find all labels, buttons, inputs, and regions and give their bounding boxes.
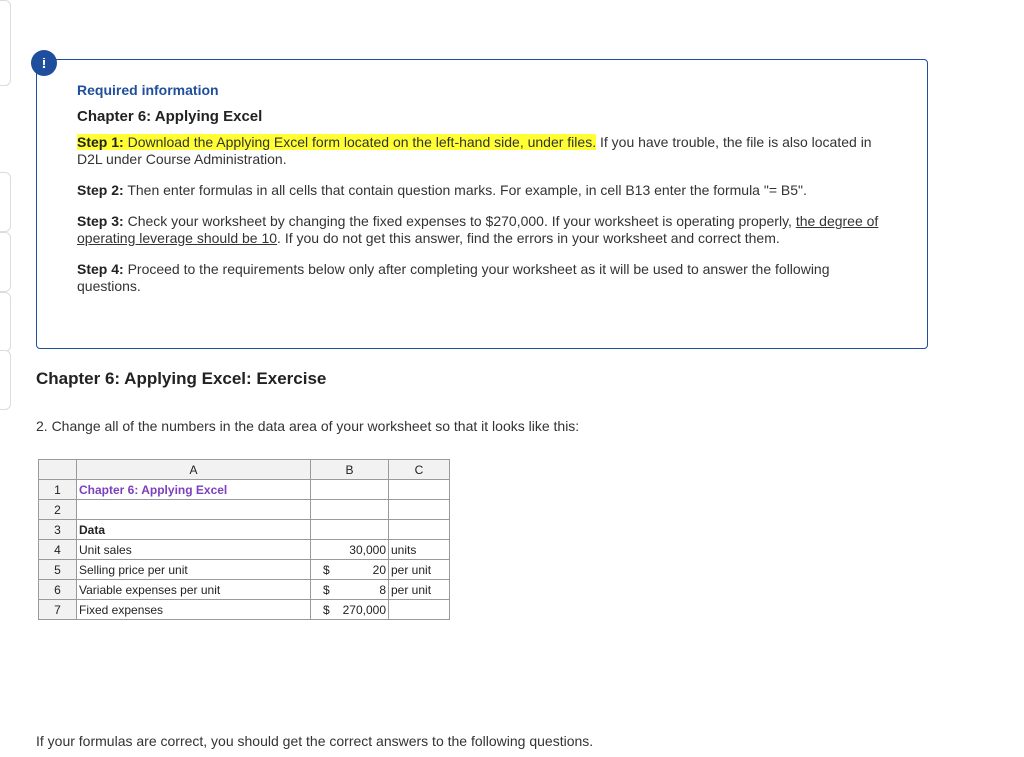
step-1-highlight: Download the Applying Excel form located on the left-hand side, under files. [127, 134, 597, 150]
step-4-text: Proceed to the requirements below only after completing your worksheet as it will be used to answer the following questions. [77, 261, 830, 294]
table-row [39, 600, 450, 620]
cell-a: Chapter 6: Applying Excel [77, 480, 311, 500]
cell-b-value: 270,000 [342, 602, 386, 617]
footer-text: If your formulas are correct, you should get the correct answers to the following questions. [36, 733, 594, 749]
cell-a: Variable expenses per unit [77, 580, 311, 600]
chapter-title: Chapter 6: Applying Excel [77, 108, 263, 125]
step-2-text: Then enter formulas in all cells that contain question marks. For example, in cell B13 enter the formula "= B5". [123, 182, 807, 198]
row-number: 3 [39, 520, 77, 540]
column-header-a: A [77, 460, 311, 480]
table-row [39, 560, 450, 580]
cell-c [389, 600, 450, 620]
column-header-row [39, 460, 450, 480]
side-tab-1[interactable] [0, 0, 11, 86]
cell-c: per unit [389, 580, 450, 600]
column-header-b: B [311, 460, 389, 480]
step-3-underlined: the degree of operating leverage should be 10 [77, 213, 879, 246]
cell-b-value: 20 [372, 562, 386, 577]
cell-c: per unit [389, 560, 450, 580]
cell-b-value: 8 [379, 582, 386, 597]
row-number: 5 [39, 560, 77, 580]
step-2 [77, 182, 897, 199]
cell-c [389, 500, 450, 520]
step-1-label: Step 1: [77, 134, 124, 150]
cell-a: Unit sales [77, 540, 311, 560]
exercise-title: Chapter 6: Applying Excel: Exercise [36, 369, 327, 388]
required-info-label: Required information [77, 82, 219, 98]
row-number: 4 [39, 540, 77, 560]
row-number: 6 [39, 580, 77, 600]
cell-c [389, 480, 450, 500]
cell-b [311, 560, 389, 580]
required-info-box [36, 59, 928, 349]
table-row [39, 480, 450, 500]
cell-b [311, 540, 389, 560]
alert-icon: ! [31, 50, 57, 76]
step-1 [77, 134, 897, 168]
cell-b-value: 30,000 [349, 542, 386, 557]
table-row [39, 520, 450, 540]
exercise-instruction: 2. Change all of the numbers in the data area of your worksheet so that it looks like this: [36, 418, 580, 434]
corner-cell [39, 460, 77, 480]
step-2-label: Step 2: [77, 182, 124, 198]
step-3 [77, 213, 897, 247]
currency-symbol: $ [323, 603, 330, 617]
side-tab-2[interactable] [0, 172, 11, 232]
cell-b [311, 600, 389, 620]
cell-b [311, 520, 389, 540]
step-4 [77, 261, 897, 295]
currency-symbol: $ [323, 563, 330, 577]
cell-b [311, 580, 389, 600]
side-tab-3[interactable] [0, 232, 11, 292]
side-tab-5[interactable] [0, 350, 11, 410]
table-row [39, 500, 450, 520]
cell-a: Fixed expenses [77, 600, 311, 620]
currency-symbol: $ [323, 583, 330, 597]
step-3-label: Step 3: [77, 213, 124, 229]
table-row [39, 580, 450, 600]
side-tab-4[interactable] [0, 292, 11, 352]
worksheet-table [38, 459, 450, 620]
cell-b [311, 480, 389, 500]
step-4-label: Step 4: [77, 261, 124, 277]
row-number: 2 [39, 500, 77, 520]
cell-c [389, 520, 450, 540]
cell-a: Data [77, 520, 311, 540]
row-number: 7 [39, 600, 77, 620]
step-3-text: Check your worksheet by changing the fixed expenses to $270,000. If your worksheet is operating properly, [123, 213, 796, 229]
column-header-c: C [389, 460, 450, 480]
cell-a: Selling price per unit [77, 560, 311, 580]
cell-c: units [389, 540, 450, 560]
row-number: 1 [39, 480, 77, 500]
cell-a [77, 500, 311, 520]
cell-b [311, 500, 389, 520]
step-1-text: If you have trouble, the file is also located in D2L under Course Administration. [77, 134, 872, 167]
step-3-text-after: . If you do not get this answer, find the errors in your worksheet and correct them. [277, 230, 780, 246]
table-row [39, 540, 450, 560]
